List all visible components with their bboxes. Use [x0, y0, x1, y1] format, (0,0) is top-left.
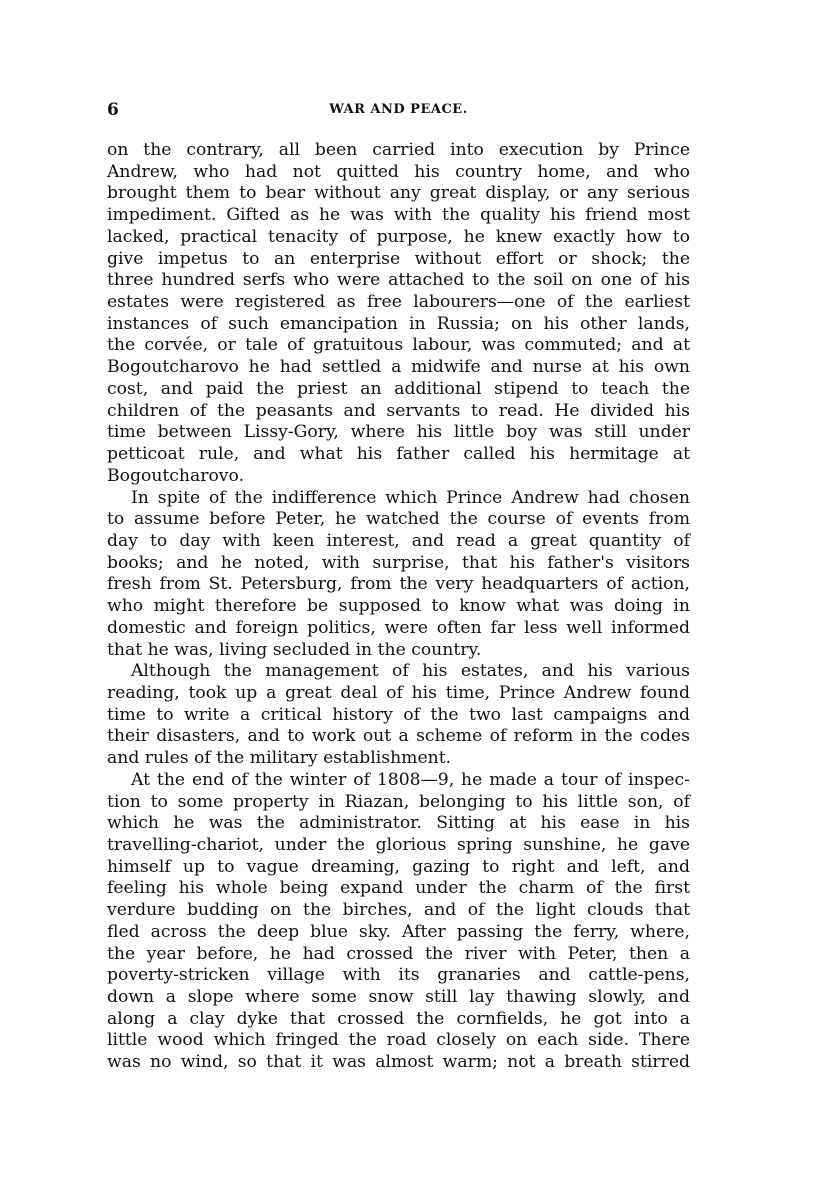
- text-line: time between Lissy-Gory, where his little boy was still under: [107, 422, 690, 443]
- text-line: day to day with keen interest, and read a great quantity of: [107, 530, 690, 551]
- text-line: petticoat rule, and what his father called his hermitage at: [107, 444, 690, 465]
- text-line: cost, and paid the priest an additional stipend to teach the: [107, 378, 690, 399]
- text-line: domestic and foreign politics, were often far less well informed: [107, 617, 690, 638]
- text-line: estates were registered as free labourers—one of the earliest: [107, 292, 690, 313]
- text-line: lacked, practical tenacity of purpose, he knew exactly how to: [107, 226, 690, 247]
- text-line: give impetus to an enterprise without effort or shock; the: [107, 248, 690, 269]
- text-line: the corvée, or tale of gratuitous labour, was commuted; and at: [107, 335, 690, 356]
- text-line: the year before, he had crossed the river with Peter, then a: [107, 943, 690, 964]
- text-line: Although the management of his estates, and his various: [131, 661, 690, 682]
- text-line: on the contrary, all been carried into execution by Prince: [107, 140, 690, 160]
- text-line: Andrew, who had not quitted his country home, and who: [107, 161, 690, 182]
- text-line: impediment. Gifted as he was with the quality his friend most: [107, 205, 690, 226]
- page-body-text: [107, 140, 690, 1074]
- page-header: [107, 98, 690, 122]
- text-line: Bogoutcharovo.: [107, 465, 245, 486]
- text-line: who might therefore be supposed to know what was doing in: [107, 596, 690, 617]
- text-line: reading, took up a great deal of his time, Prince Andrew found: [107, 682, 690, 703]
- text-line: time to write a critical history of the two last campaigns and: [107, 704, 690, 725]
- text-line: little wood which fringed the road closely on each side. There: [107, 1030, 690, 1051]
- text-line: and rules of the military establishment.: [107, 748, 452, 769]
- text-line: travelling-chariot, under the glorious spring sunshine, he gave: [107, 835, 690, 855]
- text-line: that he was, living secluded in the country.: [107, 639, 482, 660]
- text-line: along a clay dyke that crossed the cornfields, he got into a: [107, 1008, 690, 1029]
- text-line: was no wind, so that it was almost warm; not a breath stirred: [107, 1052, 690, 1073]
- text-line: brought them to bear without any great display, or any serious: [107, 183, 690, 204]
- text-line: which he was the administrator. Sitting at his ease in his: [107, 813, 690, 834]
- text-line: In spite of the indifference which Prince Andrew had chosen: [131, 487, 690, 508]
- text-line: down a slope where some snow still lay thawing slowly, and: [107, 987, 690, 1008]
- text-line: to assume before Peter, he watched the course of events from: [107, 509, 690, 530]
- text-line: fled across the deep blue sky. After passing the ferry, where,: [107, 921, 690, 942]
- text-line: himself up to vague dreaming, gazing to right and left, and: [107, 856, 690, 877]
- text-line: instances of such emancipation in Russia; on his other lands,: [107, 313, 690, 334]
- running-title: WAR AND PEACE.: [329, 102, 468, 117]
- text-line: verdure budding on the birches, and of the light clouds that: [107, 900, 690, 921]
- text-line: their disasters, and to work out a scheme of reform in the codes: [107, 726, 690, 747]
- text-line: children of the peasants and servants to read. He divided his: [107, 400, 690, 421]
- text-line: At the end of the winter of 1808—9, he made a tour of inspec-: [131, 769, 690, 790]
- text-line: Bogoutcharovo he had settled a midwife and nurse at his own: [107, 357, 690, 378]
- text-line: three hundred serfs who were attached to the soil on one of his: [107, 270, 690, 291]
- page-number: 6: [107, 100, 119, 120]
- text-line: fresh from St. Petersburg, from the very headquarters of action,: [107, 574, 690, 595]
- text-line: poverty-stricken village with its granaries and cattle-pens,: [107, 965, 690, 986]
- text-line: feeling his whole being expand under the charm of the first: [107, 878, 690, 899]
- text-line: tion to some property in Riazan, belonging to his little son, of: [107, 791, 690, 812]
- text-line: books; and he noted, with surprise, that his father's visitors: [107, 552, 690, 573]
